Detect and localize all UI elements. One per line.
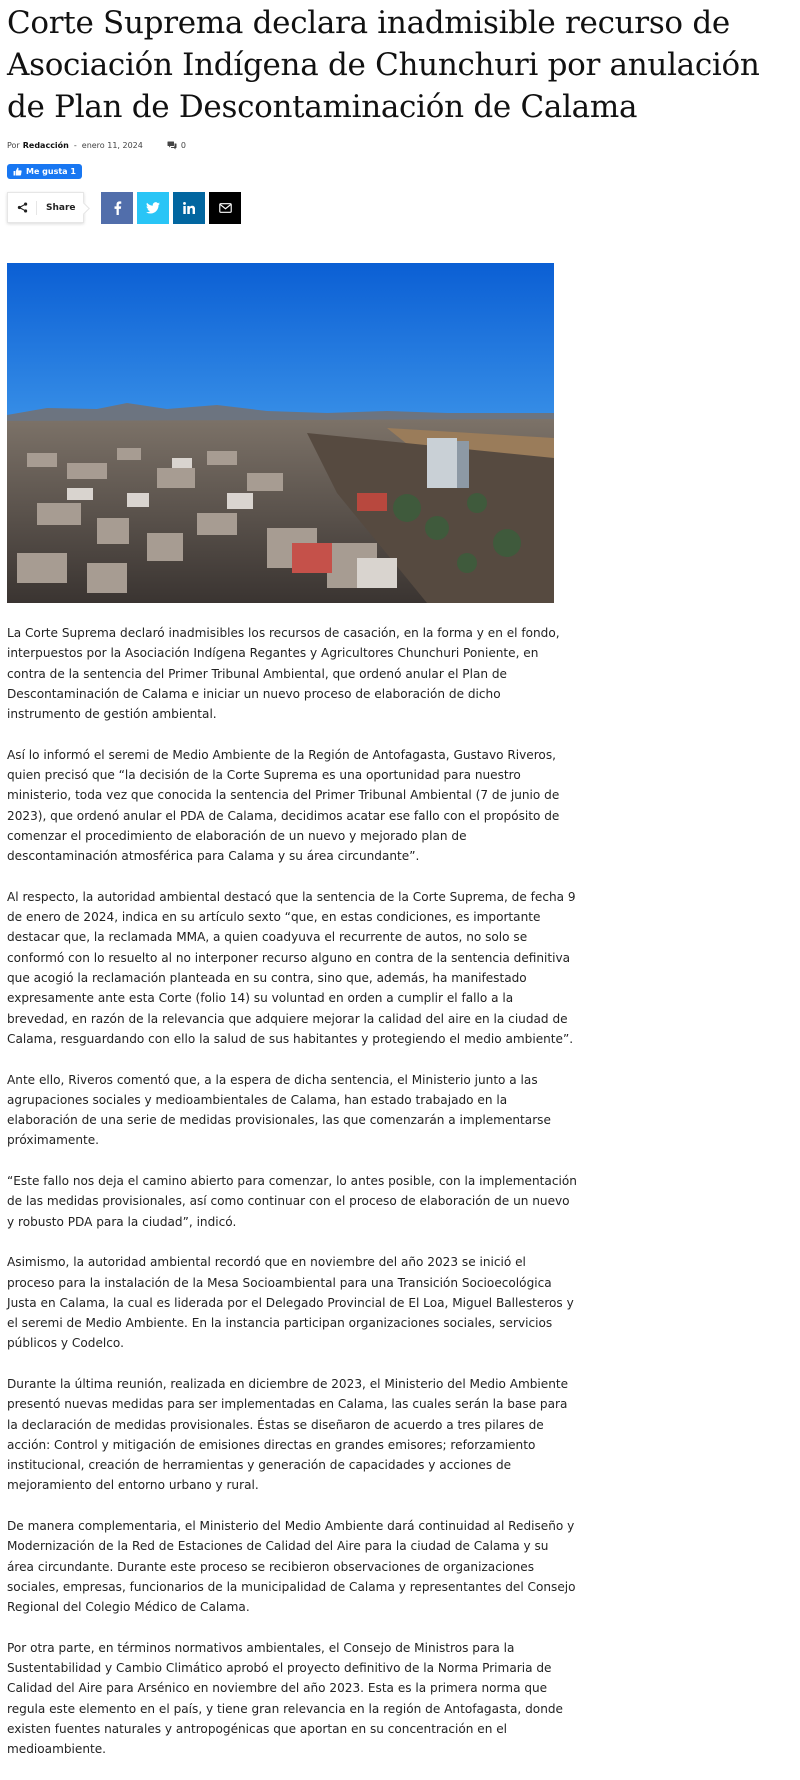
article-paragraph: Así lo informó el seremi de Medio Ambiente de la Región de Antofagasta, Gustavo Riveros, quien precisó que “la decisión de la Corte Suprema es una oportunidad para nuestro ministerio, toda vez que conocida la sentencia del Primer Tribunal Ambiental (7 de junio de 2023), que ordenó anular el PDA de Calama, decidimos acatar ese fallo con el propósito de comenzar el procedimiento de elaboración de un nuevo y mejorado plan de descontaminación atmosférica para Calama y su área circundante”.: [7, 747, 560, 864]
article-paragraph: La Corte Suprema declaró inadmisibles los recursos de casación, en la forma y en el fondo, interpuestos por la Asociación Indígena Regantes y Agricultores Chunchuri Poniente, en contra de la sentencia del Primer Tribunal Ambiental, que ordenó anular el Plan de Descontaminación de Calama e iniciar un nuevo proceso de elaboración de dicho instrumento de gestión ambiental.: [7, 626, 560, 722]
linkedin-share-button[interactable]: [173, 192, 205, 224]
article-body: [7, 623, 577, 1760]
author-link[interactable]: Redacción: [22, 140, 69, 150]
comments-icon: [167, 141, 177, 150]
by-label: Por: [7, 140, 20, 150]
thumbs-up-icon: [13, 167, 22, 176]
facebook-like-button[interactable]: [7, 164, 82, 179]
article-paragraph: Asimismo, la autoridad ambiental recordó que en noviembre del año 2023 se inició el proceso para la instalación de la Mesa Socioambiental para una Transición Socioecológica Justa en Calama, la cual es liderada por el Delegado Provincial de El Loa, Miguel Ballesteros y el seremi de Medio Ambiente. En la instancia participan organizaciones sociales, servicios públicos y Codelco.: [7, 1255, 574, 1351]
email-icon: [219, 203, 232, 213]
meta-separator: -: [73, 140, 77, 150]
publish-date: enero 11, 2024: [81, 140, 143, 150]
article-meta: [7, 139, 797, 151]
share-bar: [7, 191, 797, 224]
article-paragraph: Ante ello, Riveros comentó que, a la espera de dicha sentencia, el Ministerio junto a las agrupaciones sociales y medioambientales de Calama, han estado trabajado en la elaboración de una serie de medidas provisionales, las que comenzarán a implementarse próximamente.: [7, 1072, 551, 1148]
article-title: Corte Suprema declara inadmisible recurso de Asociación Indígena de Chunchuri por anulación de Plan de Descontaminación de Calama: [7, 5, 760, 125]
share-label: Share: [46, 202, 76, 213]
share-button[interactable]: [7, 192, 84, 223]
city-aerial-photo: [7, 263, 554, 603]
email-share-button[interactable]: [209, 192, 241, 224]
facebook-share-button[interactable]: [101, 192, 133, 224]
article-paragraph: Por otra parte, en términos normativos ambientales, el Consejo de Ministros para la Sustentabilidad y Cambio Climático aprobó el proyecto definitivo de la Norma Primaria de Calidad del Aire para Arsénico en noviembre del año 2023. Esta es la primera norma que regula este elemento en el país, y tiene gran relevancia en la región de Antofagasta, donde existen fuentes naturales y antropogénicas que aportan en su concentración en el medioambiente.: [7, 1640, 563, 1757]
article-container: [7, 0, 797, 1780]
article-paragraph: De manera complementaria, el Ministerio del Medio Ambiente dará continuidad al Rediseño y Modernización de la Red de Estaciones de Calidad del Aire para la ciudad de Calama y su área circundante. Durante este proceso se recibieron observaciones de organizaciones sociales, empresas, funcionarios de la municipalidad de Calama y representantes del Consejo Regional del Colegio Médico de Calama.: [7, 1519, 576, 1615]
article-image: [7, 263, 554, 603]
twitter-icon: [146, 202, 160, 214]
article-paragraph: “Este fallo nos deja el camino abierto para comenzar, lo antes posible, con la implementación de las medidas provisionales, así como continuar con el proceso de elaboración de un nuevo y robusto PDA para la ciudad”, indicó.: [7, 1174, 577, 1229]
article-paragraph: Durante la última reunión, realizada en diciembre de 2023, el Ministerio del Medio Ambiente presentó nuevas medidas para ser implementadas en Calama, las cuales serán la base para la declaración de medidas provisionales. Éstas se diseñaron de acuerdo a tres pilares de acción: Control y mitigación de emisiones directas en grandes emisores; reforzamiento institucional, creación de herramientas y generación de capacidades y acciones de mejoramiento del entorno urbano y rural.: [7, 1376, 569, 1493]
linkedin-icon: [183, 202, 195, 214]
like-label: Me gusta 1: [26, 167, 76, 176]
article-paragraph: Al respecto, la autoridad ambiental destacó que la sentencia de la Corte Suprema, de fecha 9 de enero de 2024, indica en su artículo sexto “que, en estas condiciones, es importante destacar que, la reclamada MMA, a quien coadyuva el recurrente de autos, no solo se conformó con lo resuelto al no interponer recurso alguno en contra de la sentencia definitiva que acogió la reclamación planteada en su contra, sino que, además, ha manifestado expresamente ante esta Corte (folio 14) su voluntad en orden a cumplir el fallo a la brevedad, en razón de la relevancia que adquiere mejorar la calidad del aire en la ciudad de Calama, resguardando con ello la salud de sus habitantes y protegiendo el medio ambiente”.: [7, 889, 576, 1046]
comments-count: 0: [180, 140, 186, 150]
facebook-icon: [113, 201, 122, 215]
twitter-share-button[interactable]: [137, 192, 169, 224]
share-icon: [8, 201, 37, 215]
comments-link[interactable]: [167, 141, 186, 150]
